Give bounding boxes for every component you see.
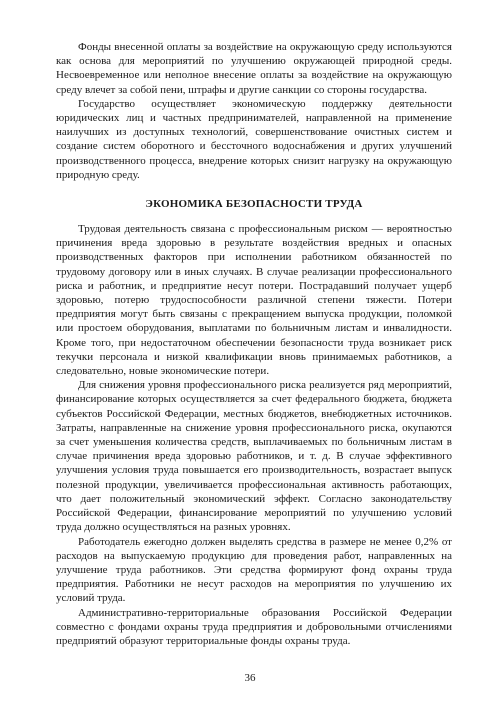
paragraph-risk-reduction: Для снижения уровня профессионального риска реализуется ряд мероприятий, финансирование которых осуществляется за счет федерального бюджета, бюджета субъектов Российской Федерации, местных бюджетов, внебюджетных источников. Затраты, направленные на снижение уровня профессионального риска, окупаются за счет уменьшения количества средств, выплачиваемых по больничным листам в случае причинения вреда здоровью работников, и т. д. В случае эффективного улучшения условия труда повышается его производительность, возрастает выпуск полезной продукции, увеличивается профессиональная активность работающих, что дает положительный экономический эффект. Согласно законодательству Российской Федерации, финансирование мероприятий по улучшению условий труда должно осуществляться на разных уровнях. (56, 379, 452, 534)
paragraph-employer-funds: Работодатель ежегодно должен выделять средства в размере не менее 0,2% от расходов на выпускаемую продукцию для проведения работ, направленных на улучшение труда работников. Эти средства формируют фонд охраны труда предприятия. Работники не несут расходов на мероприятия по улучшению их условий труда. (56, 535, 452, 605)
paragraph-state-support: Государство осуществляет экономическую поддержку деятельности юридических лиц и частных предпринимателей, направленной на применение наилучших из доступных технологий, совершенствование очистных систем и создание систем оборотного и бессточного водоснабжения и других улучшений производственного процесса, внедрение которых снизит нагрузку на окружающую природную среду. (56, 97, 452, 181)
page-body (56, 40, 452, 648)
paragraph-territorial-funds: Административно-территориальные образования Российской Федерации совместно с фондами охраны труда предприятия и добровольными отчислениями предприятий образуют территориальные фонды охраны труда. (56, 606, 452, 647)
paragraph-professional-risk: Трудовая деятельность связана с профессиональным риском — вероятностью причинения вреда здоровью в результате воздействия вредных и опасных производственных факторов при исполнении работником обязанностей по трудовому договору или в иных случаях. В случае реализации профессионального риска и работник, и предприятие несут потери. Пострадавший получает ущерб здоровью, потерю трудоспособности различной степени тяжести. Потери предприятия могут быть связаны с прекращением выпуска продукции, поломкой или простоем оборудования, выплатами по больничным листам и инвалидности. Кроме того, при недостаточном обеспечении безопасности труда возникает риск текучки персонала и низкой квалификации вновь принимаемых работников, а следовательно, новые экономические потери. (56, 223, 452, 378)
section-heading: ЭКОНОМИКА БЕЗОПАСНОСТИ ТРУДА (145, 198, 363, 211)
page-number: 36 (244, 672, 256, 684)
paragraph-fees-fund: Фонды внесенной оплаты за воздействие на окружающую среду используются как основа для мероприятий по улучшению окружающей природной среды. Несвоевременное или неполное внесение оплаты за воздействие на окружающую среду влечет за собой пени, штрафы и другие санкции со стороны государства. (56, 41, 452, 96)
